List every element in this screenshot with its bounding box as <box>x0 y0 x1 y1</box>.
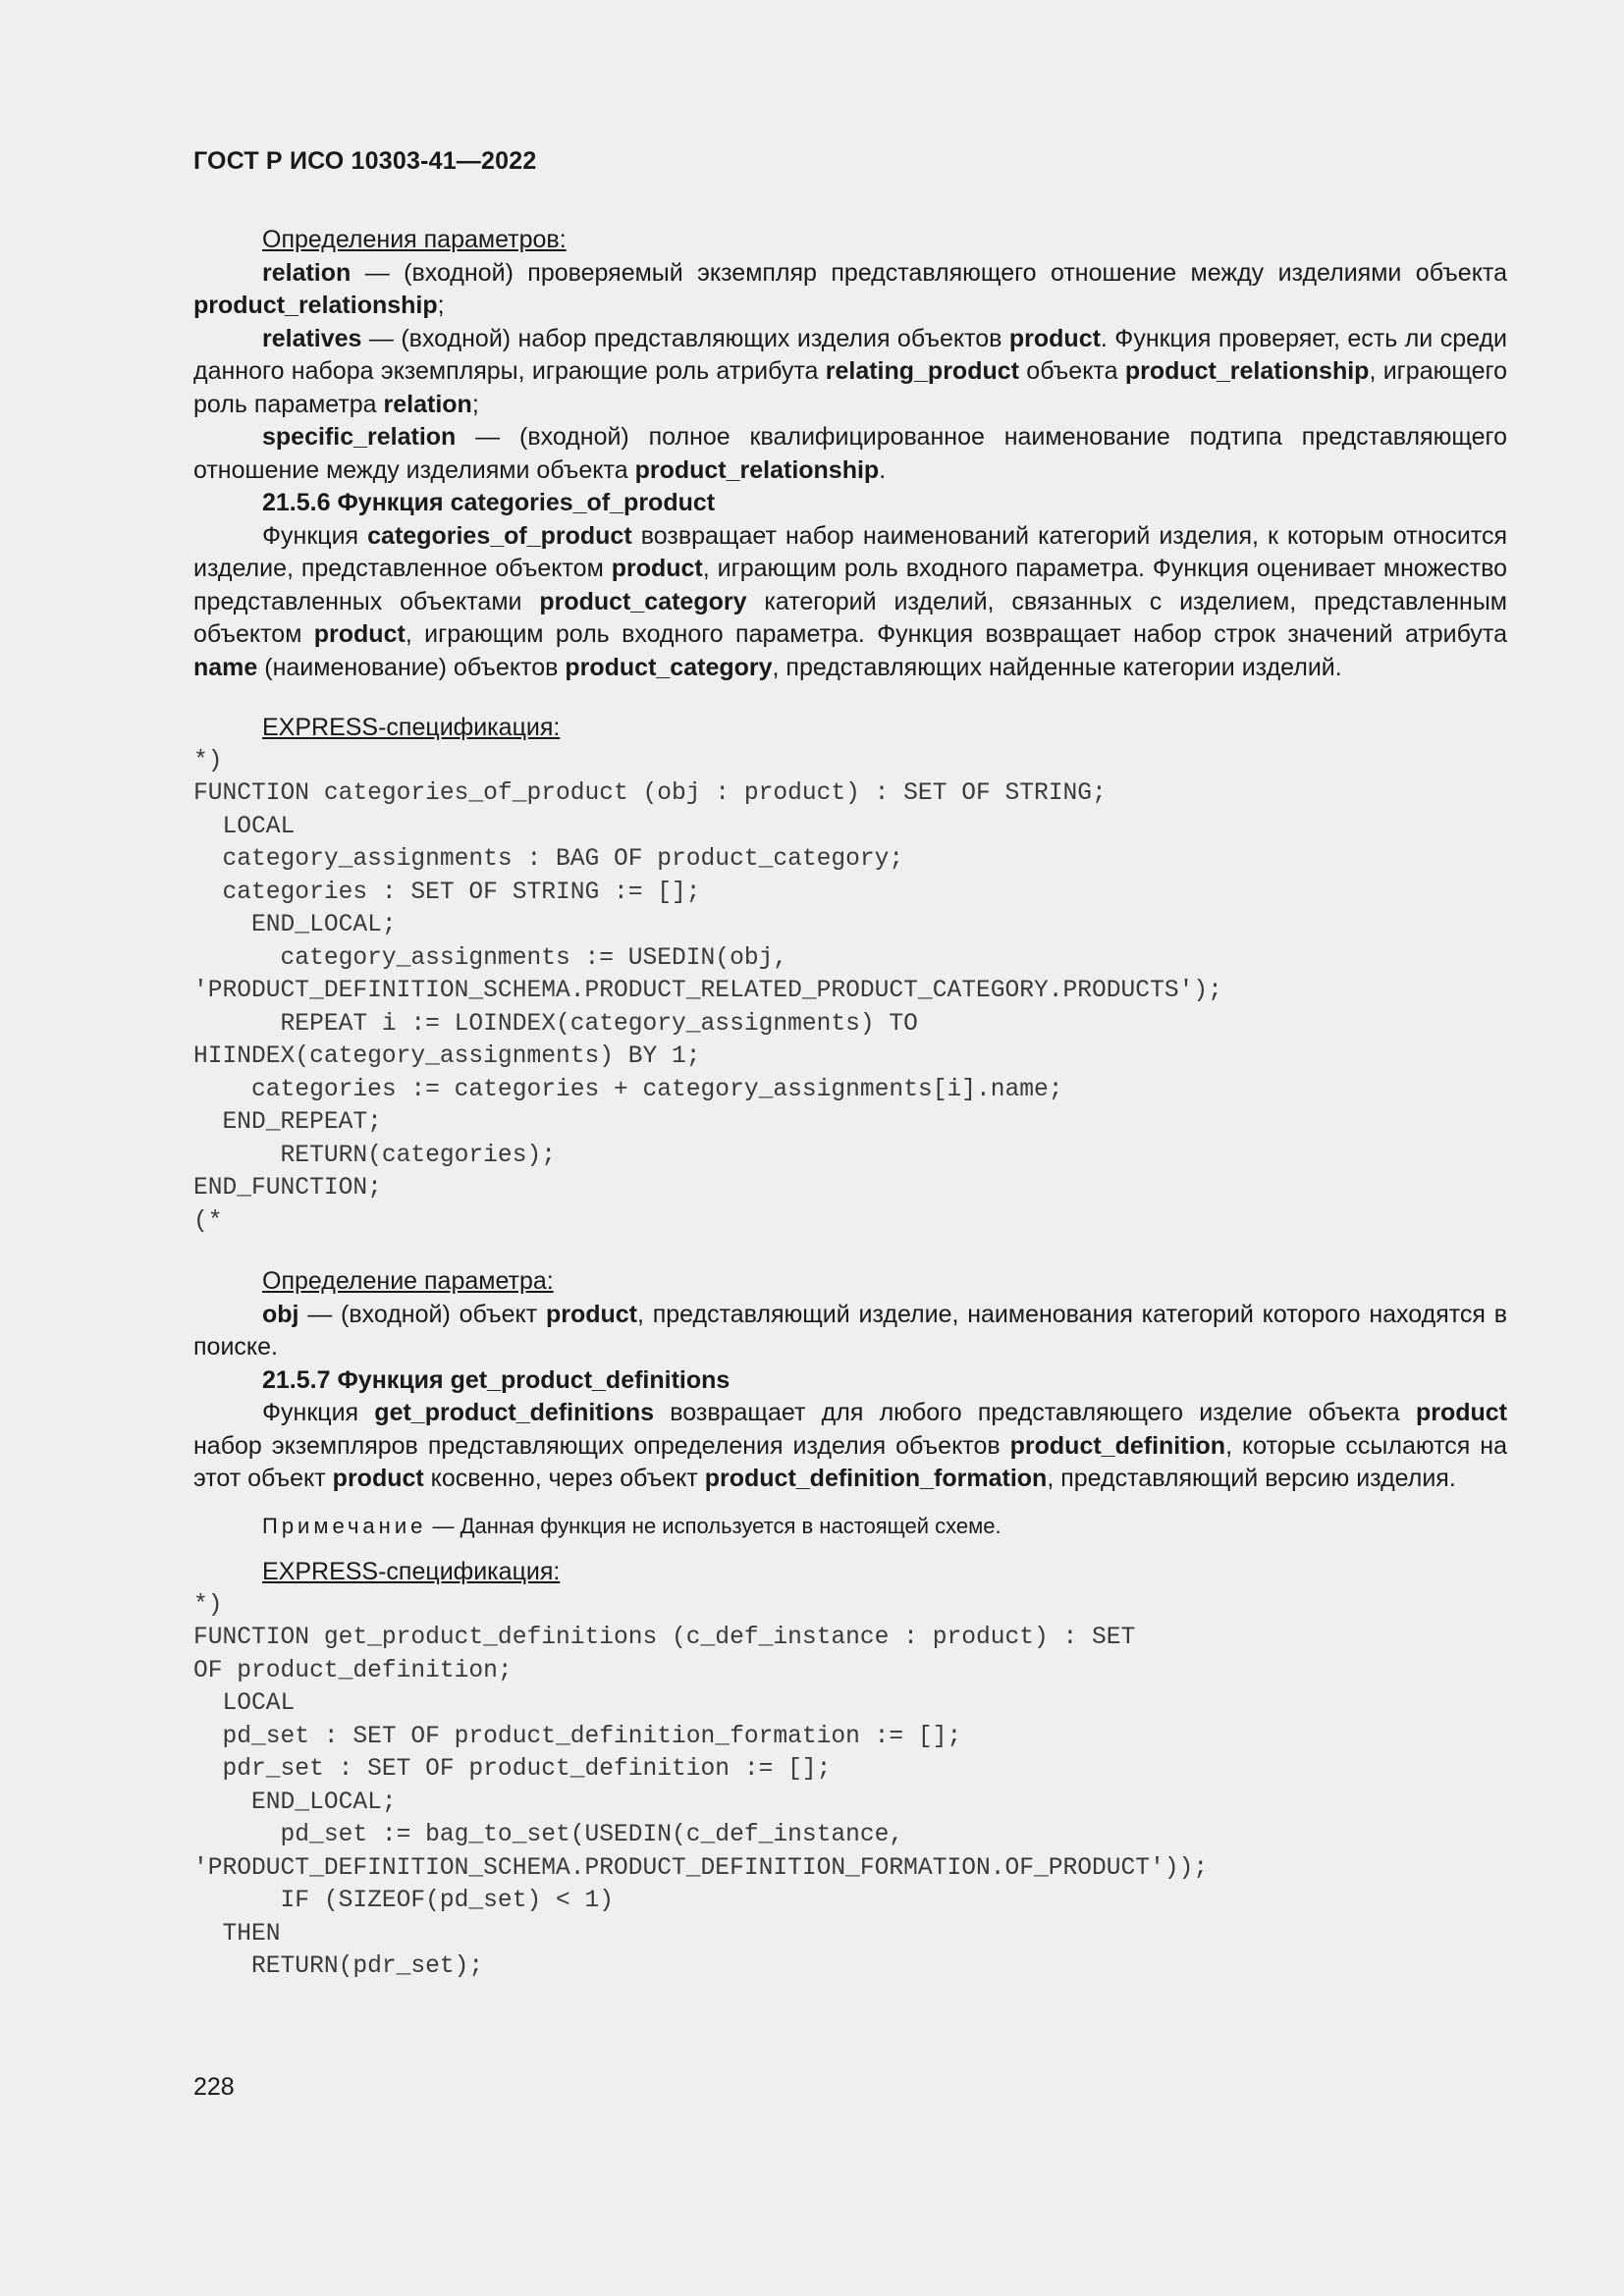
paragraph: specific_relation — (входной) полное квалифицированное наименование подтипа представляющего отношение между изделиями объекта product_relationship. <box>193 423 1507 484</box>
express-code-block: *) FUNCTION categories_of_product (obj : product) : SET OF STRING; LOCAL category_assignments : BAG OF product_category; categories : SET OF STRING := []; END_LOCAL; category_assignments := USEDIN(obj, 'PRODUCT_DEFINITION_SCHEMA.PRODUCT_RELATED_PRODUCT_CATEGORY.PRODUCTS'); REPEAT i := LOINDEX(category_assignments) TO HIINDEX(category_assignments) BY 1; categories := categories + category_assignments[i].name; END_REPEAT; RETURN(categories); END_FUNCTION; (* <box>193 747 1222 1235</box>
bold-term: product_category <box>565 653 773 681</box>
bold-term: name <box>193 653 258 681</box>
bold-term: product <box>1008 324 1101 352</box>
bold-term: product_relationship <box>193 292 438 319</box>
section-caption: EXPRESS-спецификация: <box>262 1558 561 1585</box>
express-code-block: *) FUNCTION get_product_definitions (c_def_instance : product) : SET OF product_definition; LOCAL pd_set : SET OF product_definition_formation := []; pdr_set : SET OF product_definition := []; END_LOCAL; pd_set := bag_to_set(USEDIN(c_def_instance, 'PRODUCT_DEFINITION_SCHEMA.PRODUCT_DEFINITION_FORMATION.OF_PRODUCT')); IF (SIZEOF(pd_set) < 1) THEN RETURN(pdr_set); <box>193 1591 1209 1980</box>
spacer <box>193 684 1507 712</box>
note: Примечание — Данная функция не используется в настоящей схеме. <box>262 1513 1001 1538</box>
bold-term: get_product_definitions <box>374 1399 655 1426</box>
caption-line <box>193 1265 1507 1299</box>
paragraph: Функция categories_of_product возвращает набор наименований категорий изделия, к которым относится изделие, представленное объектом product, играющим роль входного параметра. Функция оценивает множество представленных объектами product_category категорий изделий, связанных с изделием, представленным объектом product, играющим роль входного параметра. Функция возвращает набор строк значений атрибута name (наименование) объектов product_category, представляющих найденные категории изделий. <box>193 521 1507 681</box>
section-caption: Определение параметра: <box>262 1267 554 1295</box>
section-heading: 21.5.7 Функция get_product_definitions <box>262 1365 731 1394</box>
paragraph: obj — (входной) объект product, представляющий изделие, наименования категорий которого находятся в поиске. <box>193 1300 1508 1361</box>
bold-term: product <box>313 620 406 648</box>
spacer <box>193 1238 1507 1265</box>
bold-term: product_definition <box>1009 1431 1226 1460</box>
caption-line <box>193 1556 1507 1589</box>
caption-line <box>193 224 1507 257</box>
bold-term: relatives <box>262 324 362 352</box>
bold-term: product <box>332 1465 424 1492</box>
paragraph: relatives — (входной) набор представляющих изделия объектов product. Функция проверяет, есть ли среди данного набора экземпляры, играющие роль атрибута relating_product объекта product_relationship, играющего роль параметра relation; <box>193 324 1508 418</box>
bold-term: product_relationship <box>634 455 880 484</box>
bold-term: relation <box>383 390 472 418</box>
paragraph: Функция get_product_definitions возвращает для любого представляющего изделие объекта product набор экземпляров представляющих определения изделия объектов product_definition, которые ссылаются на этот объект product косвенно, через объект product_definition_formation, представляющий версию изделия. <box>193 1399 1507 1492</box>
document-body <box>193 224 1507 1984</box>
bold-term: product <box>1415 1399 1507 1426</box>
section-caption: Определения параметров: <box>262 226 567 253</box>
bold-term: product <box>611 555 703 582</box>
caption-line <box>193 712 1507 745</box>
bold-term: categories_of_product <box>367 521 632 550</box>
section-heading: 21.5.6 Функция categories_of_product <box>262 489 716 516</box>
bold-term: product_category <box>539 587 747 615</box>
bold-term: relating_product <box>825 357 1019 385</box>
bold-term: obj <box>262 1300 299 1328</box>
paragraph: relation — (входной) проверяемый экземпляр представляющего отношение между изделиями объекта product_relationship; <box>193 258 1507 319</box>
spacer <box>193 1542 1507 1556</box>
bold-term: product_definition_formation <box>704 1465 1048 1492</box>
note-label: Примечание <box>262 1513 427 1538</box>
document-header: ГОСТ Р ИСО 10303-41—2022 <box>193 147 537 175</box>
bold-term: product_relationship <box>1124 357 1370 385</box>
spacer <box>193 1496 1507 1510</box>
page-number: 228 <box>193 2073 235 2101</box>
bold-term: specific_relation <box>262 423 457 451</box>
bold-term: product <box>545 1300 637 1328</box>
bold-term: relation <box>262 258 352 287</box>
section-caption: EXPRESS-спецификация: <box>262 714 561 741</box>
